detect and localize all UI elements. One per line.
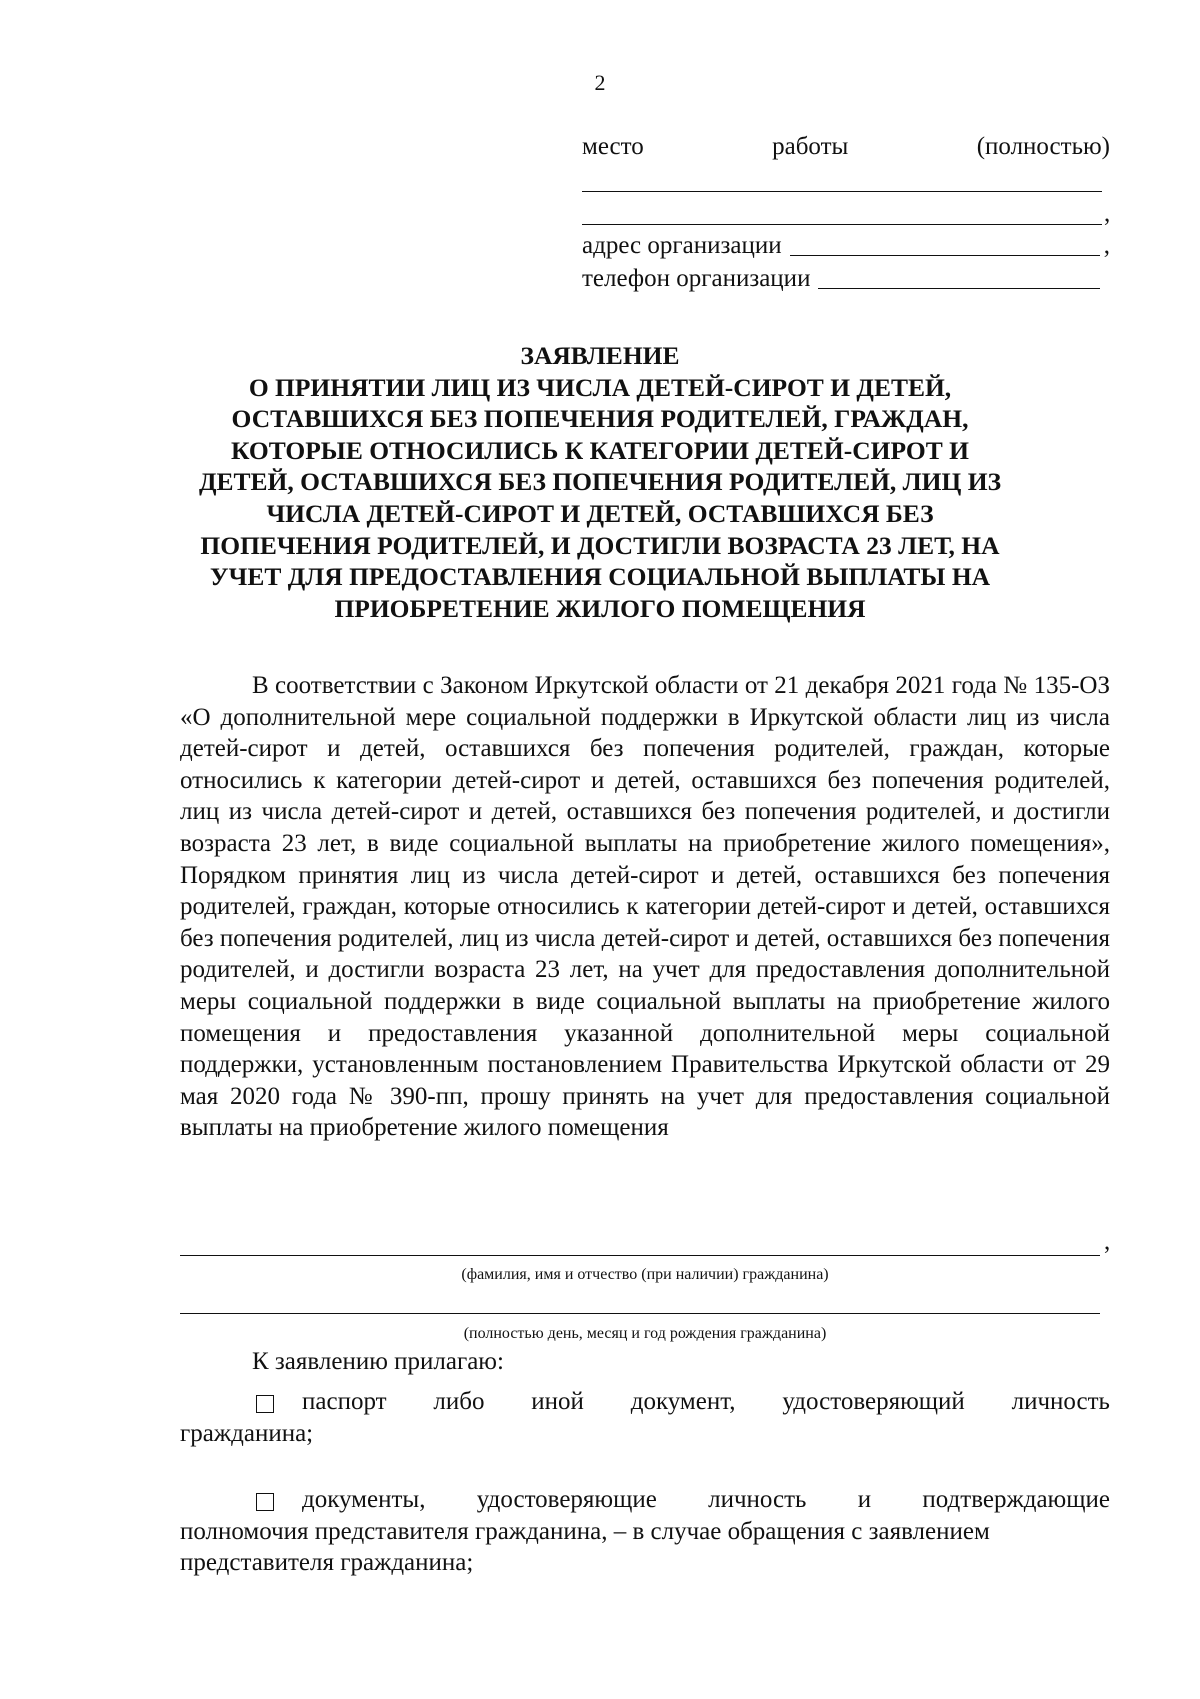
attachment-continuation: полномочия представителя гражданина, – в случае обращения с заявлением представителя гражданина; bbox=[180, 1517, 990, 1577]
work-place-blank-line[interactable] bbox=[582, 224, 1102, 225]
attachment-item bbox=[180, 1484, 1110, 1579]
attachment-first-line bbox=[180, 1484, 1110, 1516]
attachment-first-line bbox=[180, 1386, 1110, 1418]
title-line: ЗАЯВЛЕНИЕ bbox=[520, 341, 680, 370]
checkbox-icon[interactable] bbox=[256, 1493, 274, 1511]
citizen-name-blank-line[interactable] bbox=[180, 1255, 1100, 1256]
attachment-word: паспорт bbox=[302, 1388, 387, 1415]
attachments-intro: К заявлению прилагаю: bbox=[252, 1348, 504, 1375]
birth-date-caption: (полностью день, месяц и год рождения гражданина) bbox=[463, 1325, 827, 1342]
organization-phone-blank[interactable] bbox=[818, 288, 1100, 289]
checkbox-icon[interactable] bbox=[256, 1395, 274, 1413]
attachment-word: подтверждающие bbox=[922, 1486, 1110, 1513]
title-line: О ПРИНЯТИИ ЛИЦ ИЗ ЧИСЛА ДЕТЕЙ-СИРОТ И ДЕТЕЙ, bbox=[248, 372, 952, 402]
attachment-word: личность bbox=[708, 1486, 807, 1513]
attachment-continuation: гражданина; bbox=[180, 1419, 314, 1447]
birth-date-blank-line[interactable] bbox=[180, 1313, 1100, 1314]
attachment-word: удостоверяющие bbox=[476, 1486, 657, 1513]
title-line: КОТОРЫЕ ОТНОСИЛИСЬ К КАТЕГОРИИ ДЕТЕЙ-СИРОТ И bbox=[231, 435, 969, 465]
organization-address-blank[interactable] bbox=[790, 255, 1100, 256]
comma: , bbox=[1103, 232, 1110, 259]
attachment-word: и bbox=[857, 1486, 872, 1513]
attachment-item bbox=[180, 1386, 1110, 1449]
title-line: ПОПЕЧЕНИЯ РОДИТЕЛЕЙ, И ДОСТИГЛИ ВОЗРАСТА 23 ЛЕТ, НА bbox=[200, 530, 1000, 560]
organization-phone-label: телефон организации bbox=[582, 265, 811, 292]
work-place-word: место bbox=[582, 133, 644, 160]
work-place-label bbox=[582, 130, 1110, 163]
application-body-text: В соответствии с Законом Иркутской области от 21 декабря 2021 года № 135-ОЗ «О дополнительной мере социальной поддержки в Иркутской области лиц из числа детей-сирот и детей, оставшихся без попечения родителей, граждан, которые относились к категории детей-сирот и детей, оставшихся без попечения родителей, лиц из числа детей-сирот и детей, оставшихся без попечения родителей, и достигли возраста 23 лет, в виде социальной выплаты на приобретение жилого помещения», Порядком принятия лиц из числа детей-сирот и детей, оставшихся без попечения родителей, граждан, которые относились к категории детей-сирот и детей, оставшихся без попечения родителей, лиц из числа детей-сирот и детей, оставшихся без попечения родителей, и достигли возраста 23 лет, на учет для предоставления дополнительной меры социальной поддержки в виде социальной выплаты на приобретение жилого помещения и предоставления указанной дополнительной меры социальной поддержки, установленным постановлением Правительства Иркутской области от 29 мая 2020 года № 390-пп, прошу принять на учет для предоставления социальной выплаты на приобретение жилого помещения bbox=[180, 672, 1110, 1142]
comma: , bbox=[1104, 200, 1111, 227]
page-number: 2 bbox=[594, 70, 606, 95]
title-line: ЧИСЛА ДЕТЕЙ-СИРОТ И ДЕТЕЙ, ОСТАВШИХСЯ БЕЗ bbox=[266, 498, 934, 528]
attachment-word: либо bbox=[433, 1388, 485, 1415]
organization-phone-row bbox=[582, 262, 1110, 295]
title-line: ДЕТЕЙ, ОСТАВШИХСЯ БЕЗ ПОПЕЧЕНИЯ РОДИТЕЛЕЙ, ЛИЦ ИЗ bbox=[198, 467, 1002, 497]
organization-address-label: адрес организации bbox=[582, 232, 782, 259]
attachment-word: иной bbox=[531, 1388, 584, 1415]
attachment-word: личность bbox=[1011, 1388, 1110, 1415]
title-line: ОСТАВШИХСЯ БЕЗ ПОПЕЧЕНИЯ РОДИТЕЛЕЙ, ГРАЖДАН, bbox=[231, 404, 969, 434]
title-line: УЧЕТ ДЛЯ ПРЕДОСТАВЛЕНИЯ СОЦИАЛЬНОЙ ВЫПЛАТЫ НА bbox=[209, 562, 991, 592]
organization-address-row bbox=[582, 229, 1110, 262]
comma: , bbox=[1104, 1228, 1111, 1255]
attachment-word: документы, bbox=[302, 1486, 426, 1513]
document-title bbox=[180, 340, 1020, 624]
work-place-word: работы bbox=[772, 133, 849, 160]
title-line: ПРИОБРЕТЕНИЕ ЖИЛОГО ПОМЕЩЕНИЯ bbox=[334, 593, 866, 623]
citizen-name-caption: (фамилия, имя и отчество (при наличии) гражданина) bbox=[461, 1266, 829, 1283]
attachment-word: документ, bbox=[630, 1388, 736, 1415]
attachment-word: удостоверяющий bbox=[782, 1388, 965, 1415]
work-place-word: (полностью) bbox=[976, 133, 1110, 160]
work-place-blank-line[interactable] bbox=[582, 191, 1102, 192]
